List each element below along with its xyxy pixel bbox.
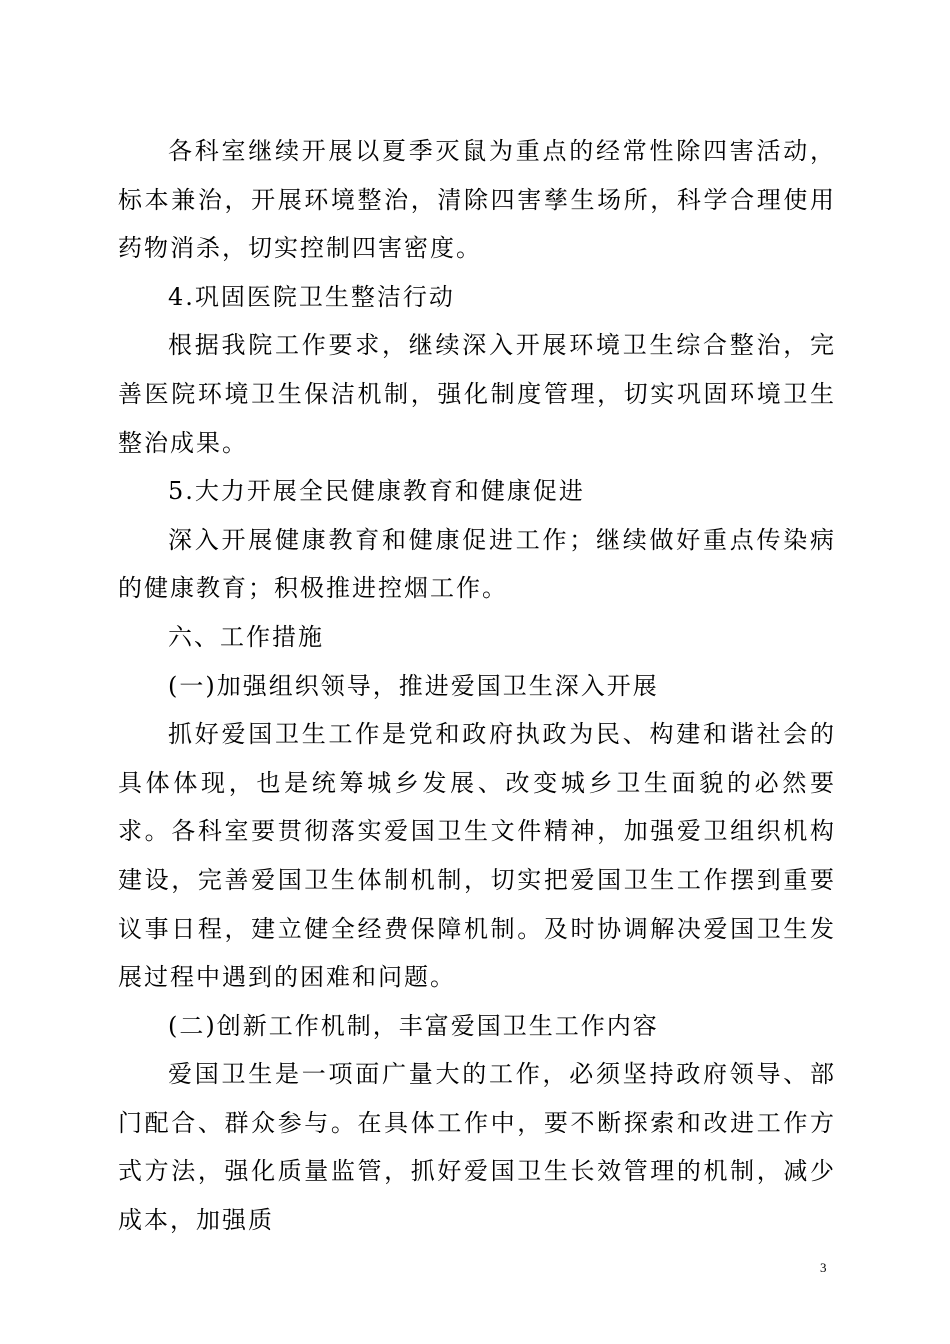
paragraph-pest-control: 各科室继续开展以夏季灭鼠为重点的经常性除四害活动，标本兼治，开展环境整治，清除四害孳生场所，科学合理使用药物消杀，切实控制四害密度。: [118, 137, 836, 263]
paragraph-hospital-sanitation: 根据我院工作要求，继续深入开展环境卫生综合整治，完善医院环境卫生保洁机制，强化制度管理，切实巩固环境卫生整治成果。: [118, 331, 836, 457]
heading-innovation-mechanism: (二)创新工作机制，丰富爱国卫生工作内容: [168, 1011, 659, 1040]
heading-work-measures: 六、工作措施: [168, 622, 324, 651]
heading-hospital-sanitation: 4.巩固医院卫生整洁行动: [168, 282, 455, 311]
heading-organization-leadership: (一)加强组织领导，推进爱国卫生深入开展: [168, 671, 659, 700]
paragraph-innovation-mechanism: 爱国卫生是一项面广量大的工作，必须坚持政府领导、部门配合、群众参与。在具体工作中，要不断探索和改进工作方式方法，强化质量监管，抓好爱国卫生长效管理的机制，减少成本，加强质: [118, 1060, 836, 1235]
paragraph-health-education: 深入开展健康教育和健康促进工作；继续做好重点传染病的健康教育；积极推进控烟工作。: [118, 525, 836, 603]
page-number: 3: [820, 1260, 827, 1275]
paragraph-organization-leadership: 抓好爱国卫生工作是党和政府执政为民、构建和谐社会的具体体现，也是统筹城乡发展、改变城乡卫生面貌的必然要求。各科室要贯彻落实爱国卫生文件精神，加强爱卫组织机构建设，完善爱国卫生体制机制，切实把爱国卫生工作摆到重要议事日程，建立健全经费保障机制。及时协调解决爱国卫生发展过程中遇到的困难和问题。: [118, 720, 836, 992]
heading-health-education: 5.大力开展全民健康教育和健康促进: [168, 477, 585, 506]
document-body: [118, 127, 836, 1245]
